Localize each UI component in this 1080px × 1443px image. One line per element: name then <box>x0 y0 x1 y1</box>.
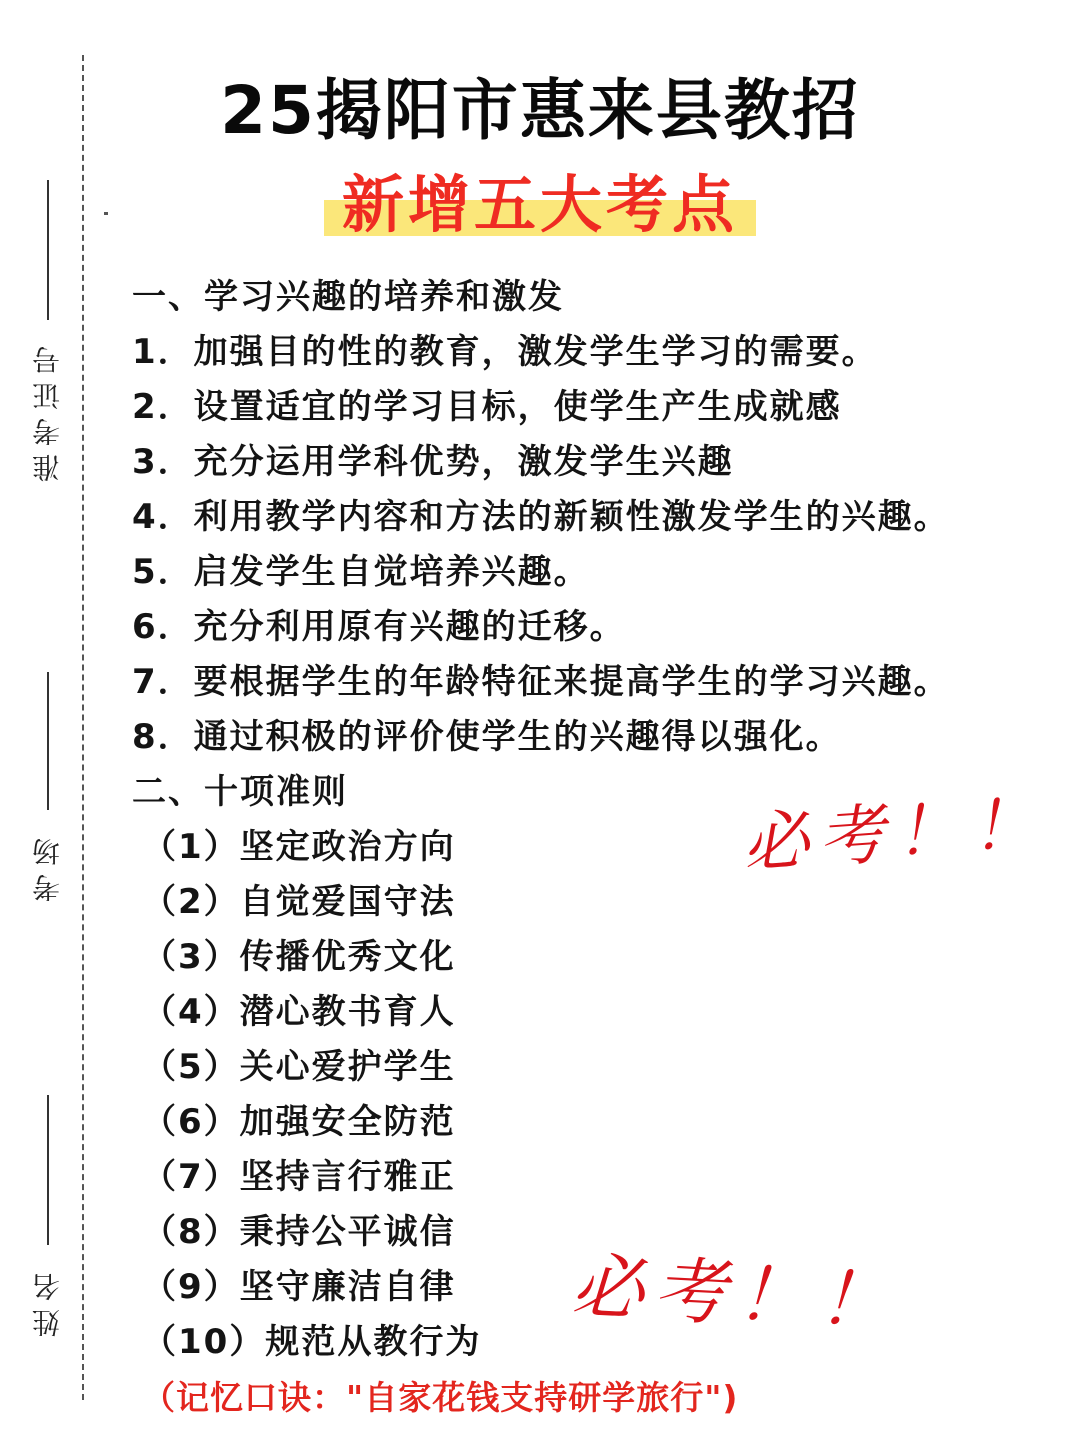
list-item: 1．加强目的性的教育，激发学生学习的需要。 <box>132 332 878 372</box>
list-item: 6．充分利用原有兴趣的迁移。 <box>132 607 626 647</box>
exam-room-field <box>28 672 68 902</box>
list-item: （10）规范从教行为 <box>142 1322 482 1362</box>
list-item: （4）潜心教书育人 <box>142 992 456 1032</box>
exam-id-label: 准考证号 <box>31 338 64 482</box>
list-item: 8．通过积极的评价使学生的兴趣得以强化。 <box>132 717 842 757</box>
exam-room-underline <box>47 672 49 810</box>
list-item: （3）传播优秀文化 <box>142 937 456 977</box>
cut-line <box>82 55 84 1400</box>
handwritten-note: 必考！！ <box>740 784 1049 883</box>
name-underline <box>47 1095 49 1245</box>
list-item: （9）坚守廉洁自律 <box>142 1267 456 1307</box>
list-item: （8）秉持公平诚信 <box>142 1212 456 1252</box>
list-item: （7）坚持言行雅正 <box>142 1157 456 1197</box>
list-item: （2）自觉爱国守法 <box>142 882 456 922</box>
list-item: （1）坚定政治方向 <box>142 827 456 867</box>
subtitle-wrap <box>0 166 1080 244</box>
page-title: 25揭阳市惠来县教招 <box>220 72 860 149</box>
list-item: （6）加强安全防范 <box>142 1102 456 1142</box>
list-item: （5）关心爱护学生 <box>142 1047 456 1087</box>
name-field <box>28 1095 68 1337</box>
handwritten-note: 必考！！ <box>569 1243 902 1345</box>
name-label: 姓名 <box>31 1265 64 1337</box>
section2-heading: 二、十项准则 <box>132 772 348 812</box>
list-item: 7．要根据学生的年龄特征来提高学生的学习兴趣。 <box>132 662 950 702</box>
exam-room-label: 考场 <box>31 830 64 902</box>
section1-heading: 一、学习兴趣的培养和激发 <box>132 277 564 317</box>
list-item: 2．设置适宜的学习目标，使学生产生成就感 <box>132 387 842 427</box>
list-item: 3．充分运用学科优势，激发学生兴趣 <box>132 442 734 482</box>
page-subtitle: 新增五大考点 <box>332 166 748 244</box>
mnemonic-note: （记忆口诀："自家花钱支持研学旅行") <box>142 1378 739 1417</box>
list-item: 5．启发学生自觉培养兴趣。 <box>132 552 590 592</box>
list-item: 4．利用教学内容和方法的新颖性激发学生的兴趣。 <box>132 497 950 537</box>
